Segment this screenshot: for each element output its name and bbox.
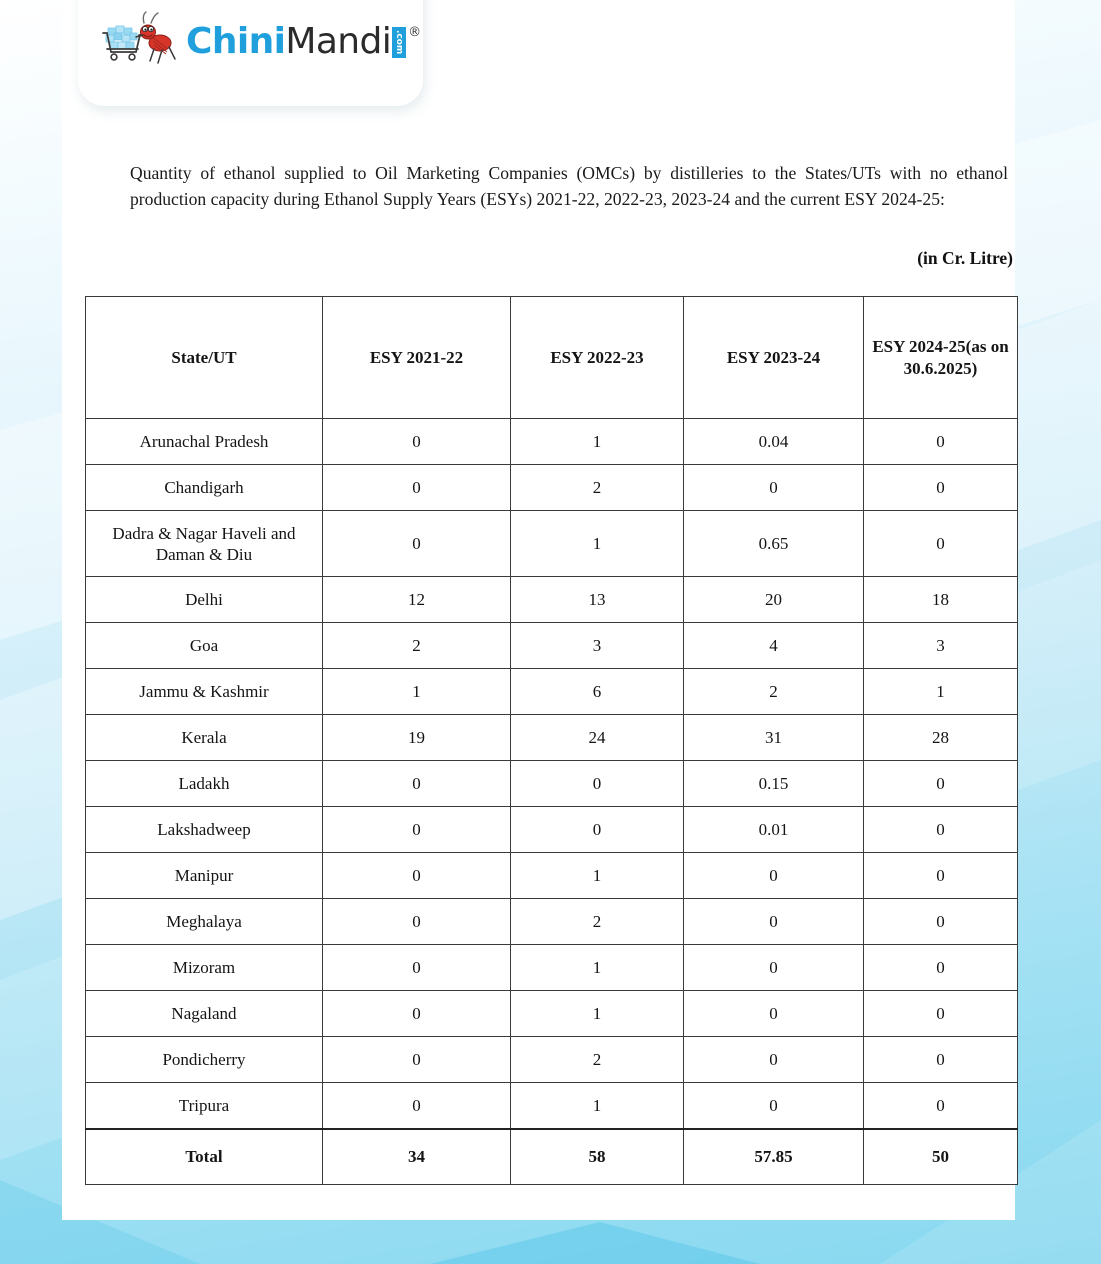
- cell-esy-2022-23: 0: [511, 761, 684, 807]
- brand-name-secondary: Mandi: [285, 21, 392, 62]
- cell-state: Pondicherry: [86, 1037, 323, 1083]
- table-row: [86, 853, 1018, 899]
- brand-name-primary: Chini: [186, 21, 286, 62]
- cell-state: Meghalaya: [86, 899, 323, 945]
- table-row: [86, 899, 1018, 945]
- cell-esy-2024-25: 0: [864, 991, 1018, 1037]
- table-header-row: [86, 297, 1018, 419]
- table-row: [86, 991, 1018, 1037]
- cell-state: Delhi: [86, 577, 323, 623]
- cell-esy-2022-23: 2: [511, 1037, 684, 1083]
- cell-esy-2023-24: 0: [684, 899, 864, 945]
- cell-state: Chandigarh: [86, 465, 323, 511]
- cell-esy-2022-23: 1: [511, 511, 684, 577]
- cell-esy-2022-23: 2: [511, 465, 684, 511]
- table-header: [86, 297, 1018, 419]
- cell-esy-2023-24: 2: [684, 669, 864, 715]
- total-cell-esy-2024-25: 50: [864, 1129, 1018, 1185]
- cell-esy-2024-25: 0: [864, 899, 1018, 945]
- table-row: [86, 577, 1018, 623]
- cell-state: Tripura: [86, 1083, 323, 1129]
- cell-esy-2021-22: 0: [323, 853, 511, 899]
- intro-paragraph: Quantity of ethanol supplied to Oil Marketing Companies (OMCs) by distilleries to the States/UTs with no ethanol production capacity during Ethanol Supply Years (ESYs) 2021-22, 2022-23, 2023-24 and the current ESY 2024-25:: [130, 163, 1008, 209]
- cell-esy-2023-24: 0: [684, 853, 864, 899]
- chinimandi-logo-badge[interactable]: [78, 0, 423, 106]
- total-cell-esy-2022-23: 58: [511, 1129, 684, 1185]
- cell-esy-2024-25: 0: [864, 1037, 1018, 1083]
- cell-esy-2024-25: 0: [864, 1083, 1018, 1129]
- cell-esy-2021-22: 12: [323, 577, 511, 623]
- cell-esy-2024-25: 28: [864, 715, 1018, 761]
- cell-esy-2021-22: 0: [323, 419, 511, 465]
- ethanol-supply-table-container: [85, 296, 1017, 1185]
- table-row: [86, 715, 1018, 761]
- table-row: [86, 761, 1018, 807]
- cell-esy-2022-23: 13: [511, 577, 684, 623]
- cell-state: Arunachal Pradesh: [86, 419, 323, 465]
- cell-state: Ladakh: [86, 761, 323, 807]
- total-cell-state: Total: [86, 1129, 323, 1185]
- column-header-state: State/UT: [86, 297, 323, 419]
- table-row: [86, 669, 1018, 715]
- unit-note: (in Cr. Litre): [917, 248, 1013, 268]
- cell-state: Mizoram: [86, 945, 323, 991]
- cell-state: Goa: [86, 623, 323, 669]
- cell-esy-2021-22: 0: [323, 945, 511, 991]
- cell-state: Manipur: [86, 853, 323, 899]
- table-row: [86, 1083, 1018, 1129]
- brand-tld-badge: .com: [392, 27, 406, 58]
- cell-esy-2021-22: 0: [323, 807, 511, 853]
- table-row: [86, 1037, 1018, 1083]
- column-header-esy-2023-24: ESY 2023-24: [684, 297, 864, 419]
- cell-state: Dadra & Nagar Haveli and Daman & Diu: [86, 511, 323, 577]
- registered-trademark-icon: ®: [408, 25, 422, 40]
- cell-esy-2023-24: 0: [684, 991, 864, 1037]
- table-row: [86, 945, 1018, 991]
- cell-esy-2023-24: 0: [684, 945, 864, 991]
- cell-esy-2023-24: 0.65: [684, 511, 864, 577]
- cell-esy-2022-23: 0: [511, 807, 684, 853]
- cell-esy-2022-23: 1: [511, 945, 684, 991]
- cell-esy-2024-25: 0: [864, 465, 1018, 511]
- cell-esy-2023-24: 31: [684, 715, 864, 761]
- cell-esy-2021-22: 19: [323, 715, 511, 761]
- cell-esy-2024-25: 0: [864, 853, 1018, 899]
- cell-state: Lakshadweep: [86, 807, 323, 853]
- chinimandi-wordmark: [186, 21, 422, 62]
- cell-esy-2021-22: 0: [323, 511, 511, 577]
- cell-esy-2022-23: 1: [511, 853, 684, 899]
- cell-esy-2021-22: 0: [323, 991, 511, 1037]
- cell-esy-2021-22: 0: [323, 899, 511, 945]
- cell-esy-2021-22: 0: [323, 1083, 511, 1129]
- cell-esy-2023-24: 0: [684, 1083, 864, 1129]
- bg-triangle-bottom: [430, 1222, 760, 1264]
- table-row: [86, 807, 1018, 853]
- table-row: [86, 419, 1018, 465]
- cell-esy-2022-23: 3: [511, 623, 684, 669]
- column-header-esy-2022-23: ESY 2022-23: [511, 297, 684, 419]
- column-header-esy-2021-22: ESY 2021-22: [323, 297, 511, 419]
- cell-esy-2021-22: 1: [323, 669, 511, 715]
- cell-esy-2023-24: 0.01: [684, 807, 864, 853]
- sugar-cubes-icon: [106, 26, 137, 49]
- cell-esy-2021-22: 0: [323, 465, 511, 511]
- total-cell-esy-2021-22: 34: [323, 1129, 511, 1185]
- cell-esy-2022-23: 1: [511, 991, 684, 1037]
- cell-esy-2024-25: 0: [864, 945, 1018, 991]
- ant-pushing-sugar-cart-icon: [96, 11, 180, 73]
- cell-esy-2021-22: 0: [323, 761, 511, 807]
- cell-esy-2021-22: 0: [323, 1037, 511, 1083]
- table-total-row: [86, 1129, 1018, 1185]
- cell-esy-2022-23: 24: [511, 715, 684, 761]
- cell-esy-2023-24: 0: [684, 465, 864, 511]
- cell-esy-2024-25: 0: [864, 511, 1018, 577]
- total-cell-esy-2023-24: 57.85: [684, 1129, 864, 1185]
- cell-esy-2024-25: 0: [864, 761, 1018, 807]
- cell-esy-2023-24: 20: [684, 577, 864, 623]
- cell-esy-2024-25: 18: [864, 577, 1018, 623]
- cell-esy-2024-25: 3: [864, 623, 1018, 669]
- table-row: [86, 623, 1018, 669]
- cell-esy-2022-23: 6: [511, 669, 684, 715]
- cell-esy-2022-23: 1: [511, 1083, 684, 1129]
- cell-esy-2023-24: 4: [684, 623, 864, 669]
- table-row: [86, 465, 1018, 511]
- cell-esy-2022-23: 1: [511, 419, 684, 465]
- table-row: [86, 511, 1018, 577]
- cell-state: Jammu & Kashmir: [86, 669, 323, 715]
- cell-esy-2021-22: 2: [323, 623, 511, 669]
- cell-esy-2024-25: 0: [864, 419, 1018, 465]
- cell-esy-2023-24: 0.15: [684, 761, 864, 807]
- cell-esy-2022-23: 2: [511, 899, 684, 945]
- cell-esy-2024-25: 0: [864, 807, 1018, 853]
- cell-esy-2023-24: 0.04: [684, 419, 864, 465]
- cell-state: Nagaland: [86, 991, 323, 1037]
- cell-esy-2023-24: 0: [684, 1037, 864, 1083]
- ethanol-supply-table: [85, 296, 1018, 1185]
- ant-mascot-icon: [136, 12, 175, 63]
- table-body: [86, 419, 1018, 1185]
- document-content: [62, 0, 1015, 1220]
- cell-esy-2024-25: 1: [864, 669, 1018, 715]
- cell-state: Kerala: [86, 715, 323, 761]
- column-header-esy-2024-25: ESY 2024-25(as on 30.6.2025): [864, 297, 1018, 419]
